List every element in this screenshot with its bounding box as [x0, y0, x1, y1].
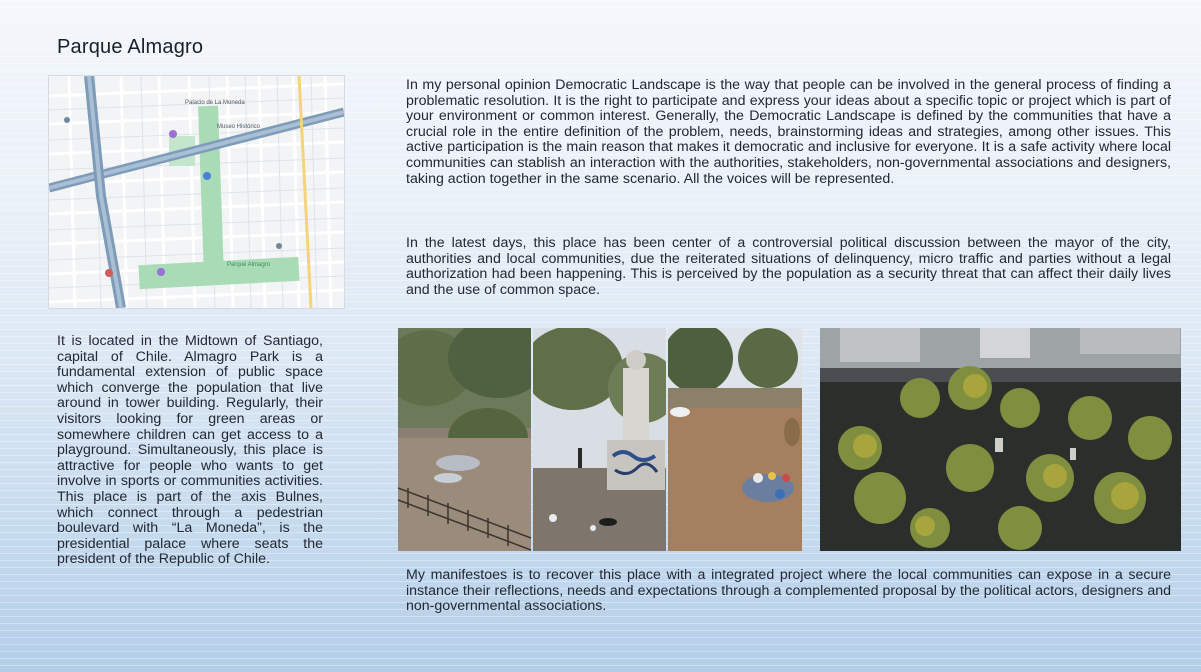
- paragraph-location: It is located in the Midtown of Santiago, capital of Chile. Almagro Park is a fundamental extension of public space which converge the population that live around in tower building. Regularly, their visitors looking for green areas or somewhere children can get access to a playground. Simultaneously, this place is attractive for people who wants to get involve in sports or communities activities. This place is part of the axis Bulnes, which connect through a pedestrian boulevard with “La Moneda”, is the presidential palace where seats the president of the Republic of Chile.: [57, 333, 323, 568]
- map-label-park: Parque Almagro: [227, 262, 271, 268]
- photo-monument-graffiti: [533, 328, 666, 551]
- location-map-image: [48, 75, 345, 309]
- map-label-moneda: Palacio de La Moneda: [185, 100, 245, 106]
- paragraph-opinion: In my personal opinion Democratic Landscape is the way that people can be involved in the general process of finding a problematic resolution. It is the right to participate and express your ideas about a specific topic or project which is part of your environment or common interest. Generally, the Democratic Landscape is defined by the communities that have a crucial role in the entire definition of the problem, needs, brainstorming ideas and strategies, among other issues. This active participation is the main reason that makes it democratic and inclusive for everyone. It is a safe activity where local communities can stablish an interaction with the authorities, stakeholders, non-governmental associations and designers, taking action together in the same scenario. All the voices will be represented.: [406, 77, 1171, 187]
- page-title: Parque Almagro: [57, 36, 204, 58]
- paragraph-manifesto: My manifestoes is to recover this place with a integrated project where the local communities can expose in a secure instance their reflections, needs and expectations through a complemented proposal by the political actors, designers and non-governmental associations.: [406, 567, 1171, 615]
- paragraph-context: In the latest days, this place has been center of a controversial political discussion between the mayor of the city, authorities and local communities, due the reiterated situations of delinquency, micro traffic and parties without a legal authorization had been happening. This is perceived by the population as a security threat that can affect their daily lives and the use of common space.: [406, 235, 1171, 298]
- photo-garbage-ground: [668, 328, 802, 551]
- map-graphic: [49, 76, 344, 308]
- photo-park-litter-fence: [398, 328, 531, 551]
- photo-aerial-crowd: [820, 328, 1181, 551]
- map-label-museo: Museo Histórico: [217, 124, 261, 130]
